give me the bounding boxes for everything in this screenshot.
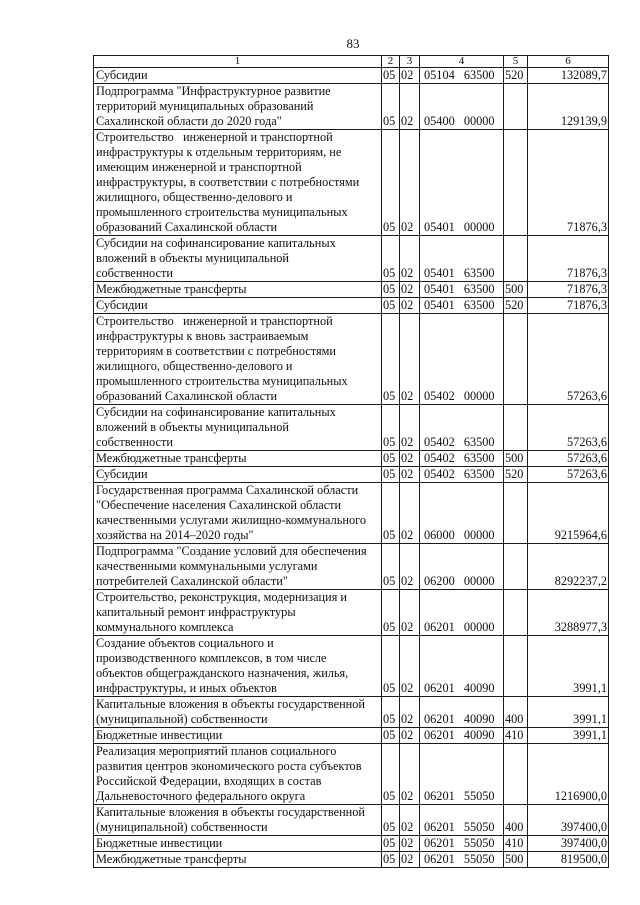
row-target-code: 06201 40090 bbox=[420, 697, 504, 728]
row-target-code: 05402 00000 bbox=[420, 314, 504, 405]
table-row bbox=[94, 298, 609, 314]
row-section-code: 05 bbox=[382, 282, 400, 298]
row-subsection-code: 02 bbox=[400, 590, 420, 636]
table-row bbox=[94, 314, 609, 405]
row-amount: 57263,6 bbox=[528, 467, 609, 483]
table-header-row bbox=[94, 56, 609, 68]
row-amount: 3991,1 bbox=[528, 697, 609, 728]
row-description: Строительство инженерной и транспортной инфраструктуры к отдельным территориям, не имеющим инженерной и транспортной инфраструктуры, в соответствии с потребностями жилищного, общественно-делового и промышленного строительства муниципальных образований Сахалинской области bbox=[94, 130, 382, 236]
row-description: Реализация мероприятий планов социального развития центров экономического роста субъектов Российской Федерации, входящих в состав Дальневосточного федерального округа bbox=[94, 744, 382, 805]
budget-table-container bbox=[93, 55, 608, 868]
row-description: Межбюджетные трансферты bbox=[94, 451, 382, 467]
row-target-code: 06201 55050 bbox=[420, 852, 504, 868]
row-section-code: 05 bbox=[382, 405, 400, 451]
row-subsection-code: 02 bbox=[400, 728, 420, 744]
row-target-code: 06201 00000 bbox=[420, 590, 504, 636]
table-row bbox=[94, 282, 609, 298]
row-amount: 397400,0 bbox=[528, 805, 609, 836]
row-expense-type: 500 bbox=[504, 451, 528, 467]
row-expense-type: 400 bbox=[504, 805, 528, 836]
row-amount: 129139,9 bbox=[528, 84, 609, 130]
row-description: Создание объектов социального и производственного комплексов, в том числе объектов общегражданского назначения, жилья, инфраструктуры, и иных объектов bbox=[94, 636, 382, 697]
row-description: Субсидии bbox=[94, 68, 382, 84]
header-col-5: 5 bbox=[504, 56, 528, 68]
row-description: Субсидии bbox=[94, 298, 382, 314]
row-target-code: 05402 63500 bbox=[420, 405, 504, 451]
row-section-code: 05 bbox=[382, 590, 400, 636]
row-target-code: 05402 63500 bbox=[420, 467, 504, 483]
row-subsection-code: 02 bbox=[400, 84, 420, 130]
row-target-code: 05401 63500 bbox=[420, 298, 504, 314]
table-row bbox=[94, 590, 609, 636]
row-target-code: 05104 63500 bbox=[420, 68, 504, 84]
row-subsection-code: 02 bbox=[400, 314, 420, 405]
row-expense-type: 410 bbox=[504, 728, 528, 744]
table-row bbox=[94, 236, 609, 282]
header-col-2: 2 bbox=[382, 56, 400, 68]
row-amount: 71876,3 bbox=[528, 236, 609, 282]
row-section-code: 05 bbox=[382, 451, 400, 467]
row-section-code: 05 bbox=[382, 314, 400, 405]
row-amount: 8292237,2 bbox=[528, 544, 609, 590]
row-expense-type bbox=[504, 84, 528, 130]
row-section-code: 05 bbox=[382, 467, 400, 483]
row-target-code: 06201 55050 bbox=[420, 744, 504, 805]
row-target-code: 06201 55050 bbox=[420, 805, 504, 836]
row-target-code: 05400 00000 bbox=[420, 84, 504, 130]
row-description: Субсидии на софинансирование капитальных вложений в объекты муниципальной собственности bbox=[94, 405, 382, 451]
header-col-6: 6 bbox=[528, 56, 609, 68]
row-expense-type bbox=[504, 590, 528, 636]
row-expense-type bbox=[504, 636, 528, 697]
row-subsection-code: 02 bbox=[400, 130, 420, 236]
row-expense-type bbox=[504, 544, 528, 590]
row-section-code: 05 bbox=[382, 805, 400, 836]
row-expense-type bbox=[504, 236, 528, 282]
row-subsection-code: 02 bbox=[400, 467, 420, 483]
table-row bbox=[94, 130, 609, 236]
row-section-code: 05 bbox=[382, 236, 400, 282]
table-row bbox=[94, 467, 609, 483]
row-subsection-code: 02 bbox=[400, 451, 420, 467]
row-amount: 397400,0 bbox=[528, 836, 609, 852]
row-target-code: 05402 63500 bbox=[420, 451, 504, 467]
table-row bbox=[94, 636, 609, 697]
row-subsection-code: 02 bbox=[400, 236, 420, 282]
row-description: Подпрограмма "Инфраструктурное развитие территорий муниципальных образований Сахалинской области до 2020 года" bbox=[94, 84, 382, 130]
row-target-code: 06000 00000 bbox=[420, 483, 504, 544]
table-row bbox=[94, 805, 609, 836]
row-description: Подпрограмма "Создание условий для обеспечения качественными коммунальными услугами потребителей Сахалинской области" bbox=[94, 544, 382, 590]
row-section-code: 05 bbox=[382, 636, 400, 697]
table-row bbox=[94, 483, 609, 544]
row-section-code: 05 bbox=[382, 84, 400, 130]
row-expense-type: 500 bbox=[504, 852, 528, 868]
row-amount: 9215964,6 bbox=[528, 483, 609, 544]
row-description: Государственная программа Сахалинской области "Обеспечение населения Сахалинской области качественными услугами жилищно-коммунального хозяйства на 2014–2020 годы" bbox=[94, 483, 382, 544]
row-description: Капитальные вложения в объекты государственной (муниципальной) собственности bbox=[94, 805, 382, 836]
row-target-code: 05401 63500 bbox=[420, 236, 504, 282]
page-number: 83 bbox=[346, 36, 360, 51]
table-row bbox=[94, 697, 609, 728]
table-row bbox=[94, 728, 609, 744]
row-target-code: 06201 40090 bbox=[420, 728, 504, 744]
table-row bbox=[94, 68, 609, 84]
budget-table bbox=[93, 55, 609, 868]
row-expense-type bbox=[504, 405, 528, 451]
row-section-code: 05 bbox=[382, 836, 400, 852]
table-row bbox=[94, 544, 609, 590]
row-description: Строительство инженерной и транспортной инфраструктуры к вновь застраиваемым территориям в соответствии с потребностями жилищного, общественно-делового и промышленного строительства муниципальных образований Сахалинской области bbox=[94, 314, 382, 405]
row-expense-type: 500 bbox=[504, 282, 528, 298]
row-section-code: 05 bbox=[382, 298, 400, 314]
row-section-code: 05 bbox=[382, 130, 400, 236]
row-subsection-code: 02 bbox=[400, 298, 420, 314]
row-target-code: 05401 63500 bbox=[420, 282, 504, 298]
row-amount: 1216900,0 bbox=[528, 744, 609, 805]
header-col-3: 3 bbox=[400, 56, 420, 68]
row-expense-type bbox=[504, 744, 528, 805]
table-row bbox=[94, 852, 609, 868]
row-section-code: 05 bbox=[382, 697, 400, 728]
row-description: Межбюджетные трансферты bbox=[94, 852, 382, 868]
row-subsection-code: 02 bbox=[400, 697, 420, 728]
row-expense-type: 520 bbox=[504, 68, 528, 84]
row-section-code: 05 bbox=[382, 744, 400, 805]
row-amount: 3991,1 bbox=[528, 728, 609, 744]
row-description: Субсидии на софинансирование капитальных вложений в объекты муниципальной собственности bbox=[94, 236, 382, 282]
row-subsection-code: 02 bbox=[400, 405, 420, 451]
row-amount: 57263,6 bbox=[528, 451, 609, 467]
row-amount: 132089,7 bbox=[528, 68, 609, 84]
row-amount: 71876,3 bbox=[528, 130, 609, 236]
row-expense-type: 410 bbox=[504, 836, 528, 852]
row-section-code: 05 bbox=[382, 852, 400, 868]
row-subsection-code: 02 bbox=[400, 483, 420, 544]
row-amount: 57263,6 bbox=[528, 405, 609, 451]
header-col-4: 4 bbox=[420, 56, 504, 68]
row-subsection-code: 02 bbox=[400, 744, 420, 805]
row-subsection-code: 02 bbox=[400, 636, 420, 697]
row-description: Межбюджетные трансферты bbox=[94, 282, 382, 298]
row-description: Капитальные вложения в объекты государственной (муниципальной) собственности bbox=[94, 697, 382, 728]
table-row bbox=[94, 836, 609, 852]
row-section-code: 05 bbox=[382, 544, 400, 590]
row-target-code: 05401 00000 bbox=[420, 130, 504, 236]
row-subsection-code: 02 bbox=[400, 282, 420, 298]
row-subsection-code: 02 bbox=[400, 805, 420, 836]
row-subsection-code: 02 bbox=[400, 836, 420, 852]
row-section-code: 05 bbox=[382, 483, 400, 544]
row-expense-type bbox=[504, 314, 528, 405]
row-expense-type: 520 bbox=[504, 298, 528, 314]
row-target-code: 06200 00000 bbox=[420, 544, 504, 590]
table-row bbox=[94, 405, 609, 451]
row-expense-type: 520 bbox=[504, 467, 528, 483]
table-row bbox=[94, 744, 609, 805]
row-section-code: 05 bbox=[382, 728, 400, 744]
row-subsection-code: 02 bbox=[400, 68, 420, 84]
row-amount: 3991,1 bbox=[528, 636, 609, 697]
header-col-1: 1 bbox=[94, 56, 382, 68]
row-section-code: 05 bbox=[382, 68, 400, 84]
row-amount: 71876,3 bbox=[528, 282, 609, 298]
row-target-code: 06201 40090 bbox=[420, 636, 504, 697]
row-expense-type bbox=[504, 130, 528, 236]
row-expense-type: 400 bbox=[504, 697, 528, 728]
table-row bbox=[94, 451, 609, 467]
table-body bbox=[94, 68, 609, 868]
row-target-code: 06201 55050 bbox=[420, 836, 504, 852]
row-amount: 57263,6 bbox=[528, 314, 609, 405]
row-amount: 71876,3 bbox=[528, 298, 609, 314]
row-subsection-code: 02 bbox=[400, 544, 420, 590]
row-amount: 819500,0 bbox=[528, 852, 609, 868]
row-amount: 3288977,3 bbox=[528, 590, 609, 636]
row-description: Субсидии bbox=[94, 467, 382, 483]
row-description: Бюджетные инвестиции bbox=[94, 836, 382, 852]
row-description: Строительство, реконструкция, модернизация и капитальный ремонт инфраструктуры коммунального комплекса bbox=[94, 590, 382, 636]
row-expense-type bbox=[504, 483, 528, 544]
row-description: Бюджетные инвестиции bbox=[94, 728, 382, 744]
row-subsection-code: 02 bbox=[400, 852, 420, 868]
table-row bbox=[94, 84, 609, 130]
